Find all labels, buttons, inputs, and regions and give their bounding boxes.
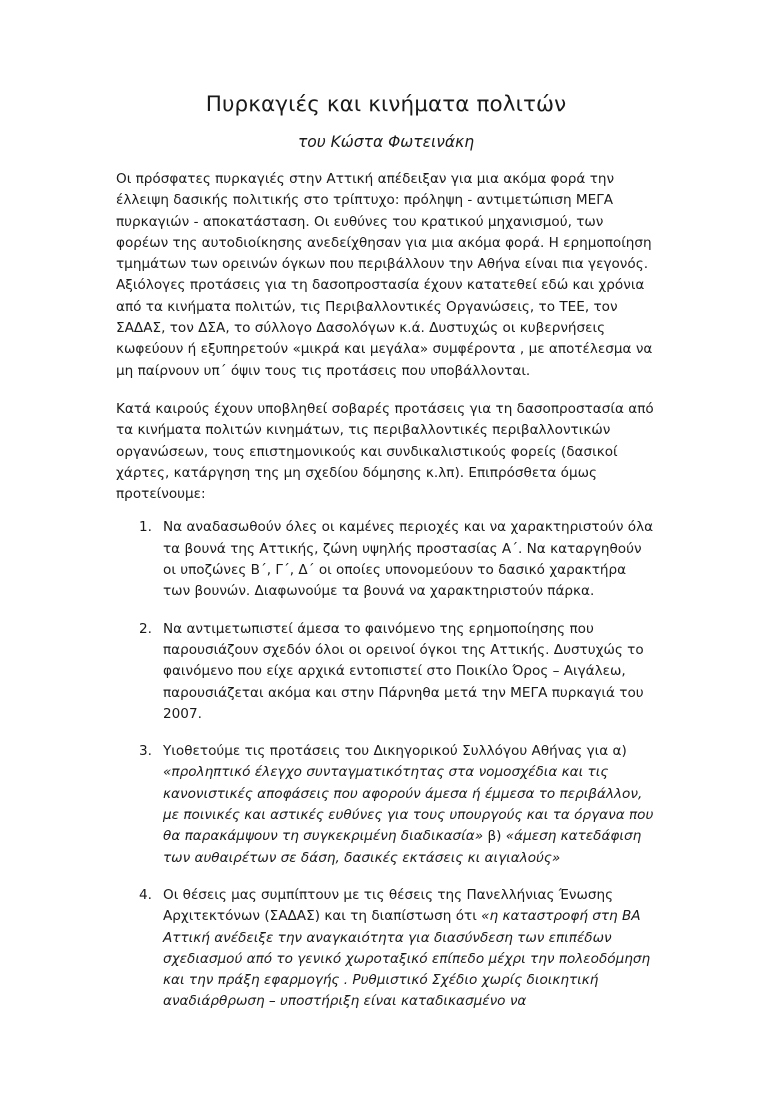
list-item-sublabel-b: β) (483, 828, 506, 845)
list-item (116, 885, 656, 1013)
paragraph-proposals: Κατά καιρούς έχουν υποβληθεί σοβαρές προτάσεις για τη δασοπροστασία από τα κινήματα πολιτών κινημάτων, τις περιβαλλοντικές περιβαλλοντικών οργανώσεων, τους επιστημονικούς και συνδικαλιστικούς φορείς (δασικοί χάρτες, κατάργηση της μη σχεδίου δόμησης κ.λπ). Επιπρόσθετα όμως προτείνουμε: (116, 400, 654, 503)
document-page (0, 92, 768, 1116)
list-item-text: Να αντιμετωπιστεί άμεσα το φαινόμενο της ερημοποίησης που παρουσιάζουν σχεδόν όλοι οι ορεινοί όγκοι της Αττικής. Δυστυχώς το φαινόμενο που είχε αρχικά εντοπιστεί στο Ποικίλο Όρος – Αιγάλεω, παρουσιάζεται ακόμα και στην Πάρνηθα μετά την ΜΕΓΑ πυρκαγιά του 2007. (163, 620, 644, 722)
proposal-list (116, 517, 656, 1012)
author-byline: του Κώστα Φωτεινάκη (297, 133, 475, 151)
list-item-quote-b: «άμεση κατεδάφιση των αυθαιρέτων σε δάση, δασικές εκτάσεις κι αιγιαλούς» (163, 828, 642, 866)
list-item (116, 517, 656, 602)
list-item-quote: «η καταστροφή στη ΒΑ Αττική ανέδειξε την αναγκαιότητα για διασύνδεση των επιπέδων σχεδιασμού από το γενικό χωροταξικό επίπεδο μέχρι την πολεοδόμηση και την πράξη εφαρμογής . Ρυθμιστικό Σχέδιο χωρίς διοικητική αναδιάρθρωση – υποστήριξη είναι καταδικασμένο να (163, 908, 651, 1010)
list-item-number: 3. (139, 743, 152, 760)
document-title: Πυρκαγιές και κινήματα πολιτών (205, 92, 567, 117)
paragraph-intro: Οι πρόσφατες πυρκαγιές στην Αττική απέδειξαν για μια ακόμα φορά την έλλειψη δασικής πολιτικής στο τρίπτυχο: πρόληψη - αντιμετώπιση ΜΕΓΑ πυρκαγιών - αποκατάσταση. Οι ευθύνες του κρατικού μηχανισμού, των φορέων της αυτοδιοίκησης ανεδείχθησαν για μια ακόμα φορά. Η ερημοποίηση τμημάτων των ορεινών όγκων που περιβάλλουν την Αθήνα είναι πια γεγονός. Αξιόλογες προτάσεις για τη δασοπροστασία έχουν κατατεθεί εδώ και χρόνια από τα κινήματα πολιτών, τις Περιβαλλοντικές Οργανώσεις, το ΤΕΕ, τον ΣΑΔΑΣ, τον ΔΣΑ, το σύλλογο Δασολόγων κ.ά. Δυστυχώς οι κυβερνήσεις κωφεύουν ή εξυπηρετούν «μικρά και μεγάλα» συμφέροντα , με αποτέλεσμα να μη παίρνουν υπ΄ όψιν τους τις προτάσεις που υποβάλλονται. (116, 171, 653, 379)
list-item-lead: Οι θέσεις μας συμπίπτουν με τις θέσεις της Πανελλήνιας Ένωσης Αρχιτεκτόνων (ΣΑΔΑΣ) και τη διαπίστωση ότι (163, 886, 614, 925)
list-item-number: 1. (139, 519, 152, 536)
list-item (116, 619, 656, 725)
list-item-text: Να αναδασωθούν όλες οι καμένες περιοχές και να χαρακτηριστούν όλα τα βουνά της Αττικής, ζώνη υψηλής προστασίας Α΄. Να καταργηθούν οι υποζώνες Β΄, Γ΄, Δ΄ οι οποίες υπονομεύουν το δασικό χαρακτήρα των βουνών. Διαφωνούμε τα βουνά να χαρακτηριστούν πάρκα. (163, 519, 654, 600)
list-item-number: 4. (139, 886, 152, 903)
list-item-sublabel-a: α) (612, 743, 627, 760)
list-item (116, 741, 656, 869)
list-item-quote-a: «προληπτικό έλεγχο συνταγματικότητας στα νομοσχέδια και τις κανονιστικές αποφάσεις που αφορούν άμεσα ή έμμεσα το περιβάλλον, με ποινικές και αστικές ευθύνες για τους υπουργούς και τα όργανα που θα παρακάμψουν τη συγκεκριμένη διαδικασία» (163, 764, 654, 845)
list-item-number: 2. (139, 620, 152, 637)
list-item-lead: Υιοθετούμε τις προτάσεις του Δικηγορικού Συλλόγου Αθήνας για (163, 743, 609, 760)
